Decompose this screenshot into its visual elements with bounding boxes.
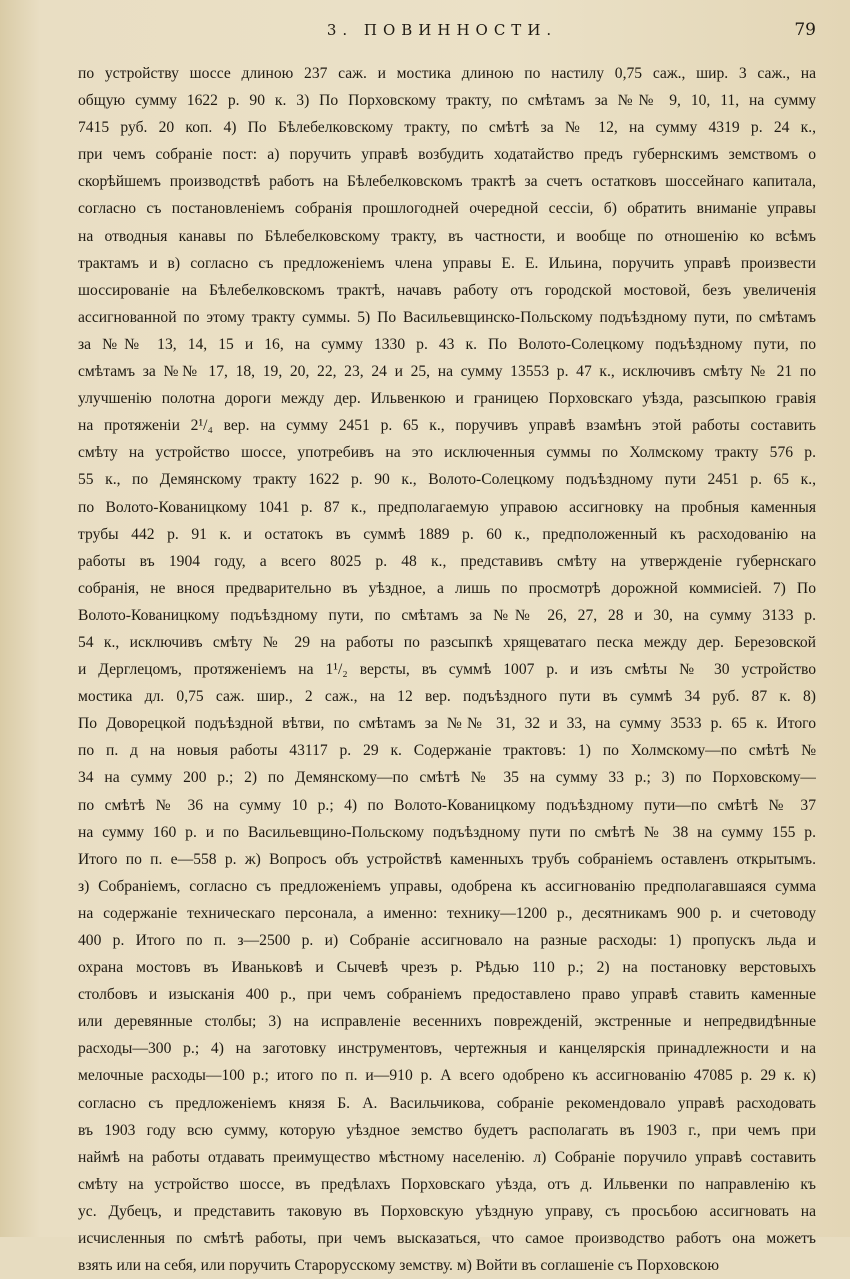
text-line: за №№ 13, 14, 15 и 16, на сумму 1330 р. 43 к. По Волото-Солецкому подъѣздному пути, по bbox=[78, 335, 816, 353]
text-line: 34 на сумму 200 р.; 2) по Демянскому—по смѣтѣ № 35 на сумму 33 р.; 3) по Порховскому— bbox=[78, 769, 816, 787]
text-line: по Волото-Кованицкому 1041 р. 87 к., предполагаемую управою ассигновку на пробныя каменныя bbox=[78, 498, 816, 516]
page-number: 79 bbox=[794, 20, 816, 40]
text-line: смѣту на устройство шоссе, въ предѣлахъ Порховскаго уѣзда, отъ д. Ильвенки по направленію къ bbox=[78, 1175, 816, 1193]
text-line: столбовъ и изысканія 400 р., при чемъ собраніемъ предоставлено право управѣ ставить каменные bbox=[78, 986, 816, 1004]
text-line: работы въ 1904 году, а всего 8025 р. 48 к., представивъ смѣту на утвержденіе губернскаго bbox=[78, 552, 816, 570]
text-line: на сумму 160 р. и по Васильевщино-Польскому подъѣздному пути по смѣтѣ № 38 на сумму 155 р. bbox=[78, 823, 816, 841]
text-line: Итого по п. е—558 р. ж) Вопросъ объ устройствѣ каменныхъ трубъ собраніемъ оставленъ открытымъ. bbox=[78, 850, 816, 868]
text-line: трубы 442 р. 91 к. и остатокъ въ суммѣ 1889 р. 60 к., предположенный къ расходованію на bbox=[78, 525, 816, 543]
text-line: 7415 руб. 20 коп. 4) По Бѣлебелковскому тракту, по смѣтѣ за № 12, на сумму 4319 р. 24 к., bbox=[78, 119, 816, 137]
text-line: 55 к., по Демянскому тракту 1622 р. 90 к., Волото-Солецкому подъѣздному пути 2451 р. 65 к., bbox=[78, 471, 816, 489]
running-header bbox=[78, 20, 816, 48]
text-line: при чемъ собраніе пост: а) поручить управѣ возбудить ходатайство предъ губернскимъ земствомъ о bbox=[78, 146, 816, 164]
text-line: на протяженіи 2¹/₄ вер. на сумму 2451 р. 65 к., поручивъ управѣ взамѣнъ этой работы составить bbox=[78, 417, 816, 435]
text-line: мостика дл. 0,75 саж. шир., 2 саж., на 12 вер. подъѣздного пути въ суммѣ 34 руб. 87 к. 8) bbox=[78, 688, 816, 706]
text-line: наймѣ на работы отдавать преимущество мѣстному населенію. л) Собраніе поручило управѣ составить bbox=[78, 1148, 816, 1166]
text-line: по п. д на новыя работы 43117 р. 29 к. Содержаніе трактовъ: 1) по Холмскому—по смѣтѣ № bbox=[78, 742, 816, 760]
text-line: взять или на себя, или поручить Старорусскому земству. м) Войти въ соглашеніе съ Порховскою bbox=[78, 1257, 719, 1275]
text-line: по смѣтѣ № 36 на сумму 10 р.; 4) по Волото-Кованицкому подъѣздному пути—по смѣтѣ № 37 bbox=[78, 796, 816, 814]
text-line: 54 к., исключивъ смѣту № 29 на работы по разсыпкѣ хрящеватаго песка между дер. Березовской bbox=[78, 633, 816, 651]
text-line: улучшенію полотна дороги между дер. Ильвенкою и границею Порховскаго уѣзда, разсыпкою гравія bbox=[78, 390, 816, 408]
text-line: смѣтамъ за №№ 17, 18, 19, 20, 22, 23, 24 и 25, на сумму 13553 р. 47 к., исключивъ смѣту № 21 по bbox=[78, 363, 816, 381]
text-line: з) Собраніемъ, согласно съ предложеніемъ управы, одобрена къ ассигнованію предполагавшаяся сумма bbox=[78, 877, 816, 895]
text-line: на отводныя канавы по Бѣлебелковскому тракту, въ частности, и вообще по отношенію ко всѣмъ bbox=[78, 227, 816, 245]
text-line: мелочные расходы—100 р.; итого по п. и—910 р. А всего одобрено къ ассигнованію 47085 р. 29 к. к) bbox=[78, 1067, 816, 1085]
text-line: трактамъ и в) согласно съ предложеніемъ члена управы Е. Е. Ильина, поручить управѣ произвести bbox=[78, 254, 816, 272]
text-line: ус. Дубецъ, и представить таковую въ Порховскую уѣздную управу, съ просьбою ассигновать на bbox=[78, 1202, 816, 1220]
text-line: шоссированіе на Бѣлебелковскомъ трактѣ, начавъ работу отъ городской мостовой, безъ увеличенія bbox=[78, 281, 816, 299]
text-line: собранія, не внося предварительно въ уѣздное, а лишь по просмотрѣ дорожной коммисіей. 7) По bbox=[78, 579, 816, 597]
text-line: согласно съ постановленіемъ собранія прошлогодней очередной сессіи, б) обратить вниманіе управы bbox=[78, 200, 816, 218]
text-line: или деревянные столбы; 3) на исправленіе весеннихъ поврежденій, экстренные и непредвидѣнные bbox=[78, 1013, 816, 1031]
text-line: По Доворецкой подъѣздной вѣтви, по смѣтамъ за №№ 31, 32 и 33, на сумму 3533 р. 65 к. Итого bbox=[78, 715, 816, 733]
text-line: Волото-Кованицкому подъѣздному пути, по смѣтамъ за №№ 26, 27, 28 и 30, на сумму 3133 р. bbox=[78, 606, 816, 624]
text-line: и Дерглецомъ, протяженіемъ на 1¹/₂ версты, въ суммѣ 1007 р. и изъ смѣты № 30 устройство bbox=[78, 661, 816, 679]
section-title: 3. ПОВИННОСТИ. bbox=[326, 21, 558, 39]
text-line: по устройству шоссе длиною 237 саж. и мостика длиною по настилу 0,75 саж., шир. 3 саж., на bbox=[78, 65, 816, 82]
text-line: 400 р. Итого по п. з—2500 р. и) Собраніе ассигновало на разные расходы: 1) пропускъ льда и bbox=[78, 932, 816, 949]
text-line: ассигнованной по этому тракту суммы. 5) По Васильевщинско-Польскому подъѣздному пути, по смѣтамъ bbox=[78, 308, 816, 326]
text-line: въ 1903 году всю сумму, которую уѣздное земство будетъ располагать въ 1903 г., при чемъ при bbox=[78, 1121, 816, 1139]
text-line: общую сумму 1622 р. 90 к. 3) По Порховскому тракту, по смѣтамъ за №№ 9, 10, 11, на сумму bbox=[78, 92, 816, 110]
text-line: скорѣйшемъ производствѣ работъ на Бѣлебелковскомъ трактѣ за счетъ остатковъ шоссейнаго капитала, bbox=[78, 173, 816, 191]
body-text bbox=[78, 60, 816, 1279]
text-line: на содержаніе техническаго персонала, а именно: технику—1200 р., десятникамъ 900 р. и счетоводу bbox=[78, 904, 816, 922]
text-line: согласно съ предложеніемъ князя Б. А. Васильчикова, собраніе рекомендовало управѣ расходовать bbox=[78, 1094, 816, 1112]
text-line: смѣту на устройство шоссе, употребивъ на это исключенныя суммы по Холмскому тракту 576 р. bbox=[78, 444, 816, 462]
text-line: расходы—300 р.; 4) на заготовку инструментовъ, чертежныя и канцелярскія принадлежности и на bbox=[78, 1040, 816, 1058]
text-line: исчисленныя по смѣтѣ работы, при чемъ высказаться, что самое производство работъ она можетъ bbox=[78, 1230, 816, 1248]
text-line: охрана мостовъ въ Иваньковѣ и Сычевѣ чрезъ р. Рѣдью 110 р.; 2) на постановку верстовыхъ bbox=[78, 959, 816, 977]
